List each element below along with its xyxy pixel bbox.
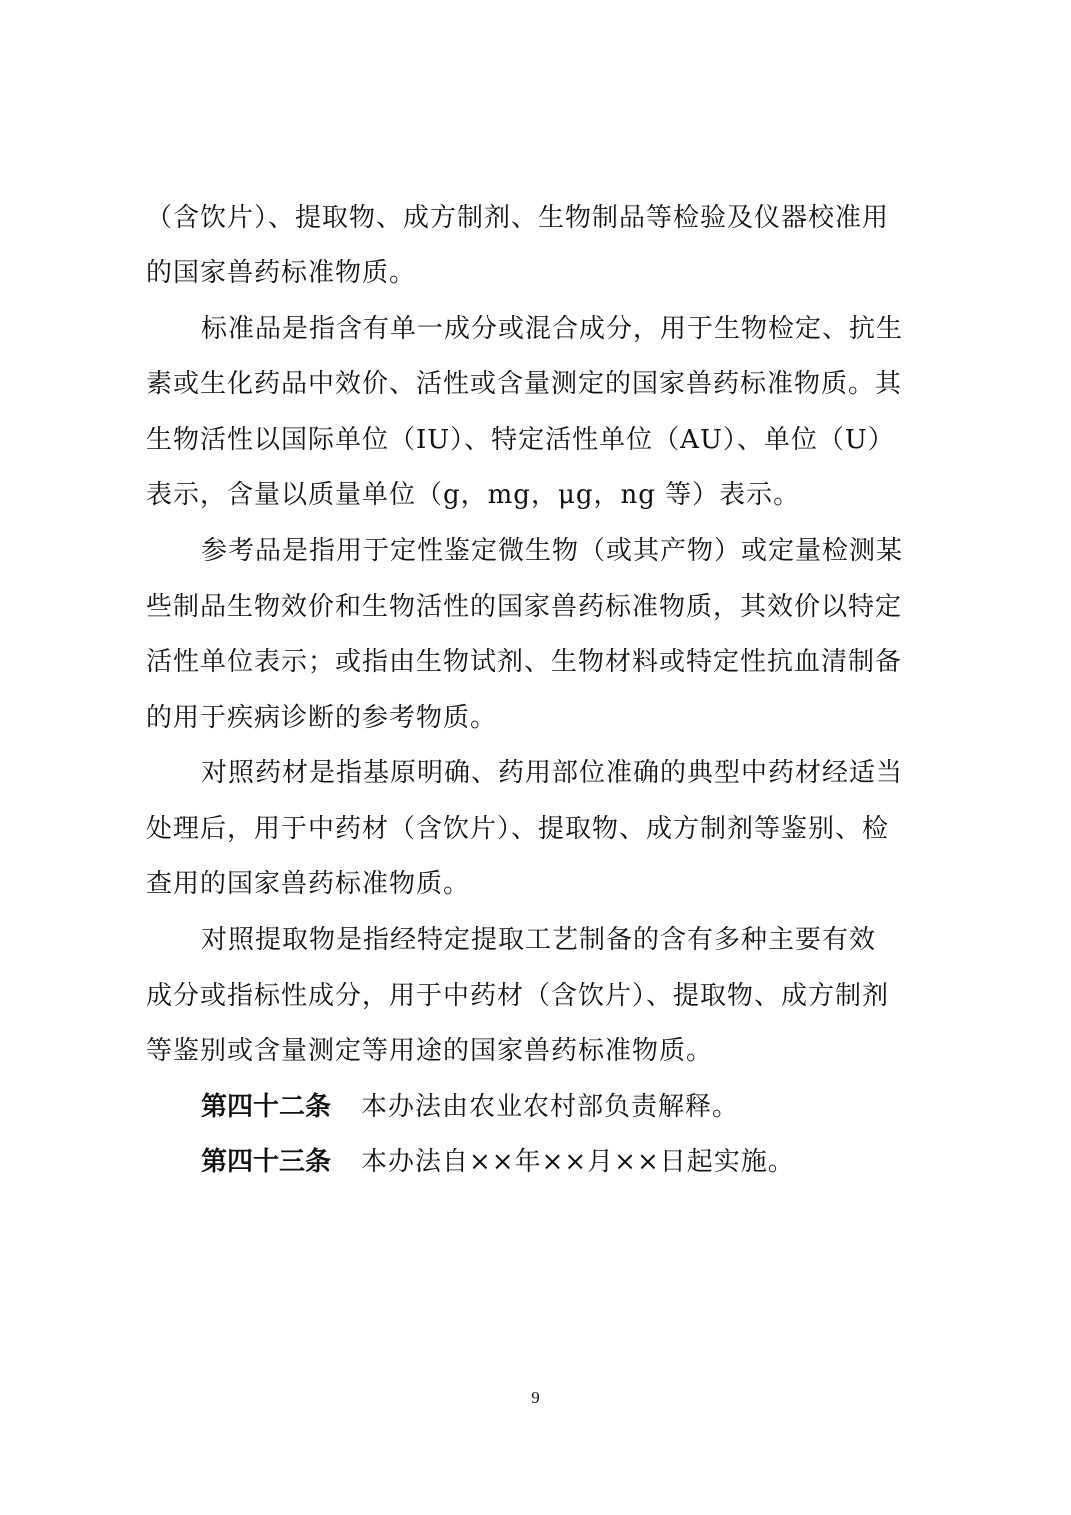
page-number: 9: [531, 1388, 540, 1407]
text-line: 表示，含量以质量单位（g，mg，μg，ng 等）表示。: [146, 480, 801, 510]
text-line: 素或生化药品中效价、活性或含量测定的国家兽药标准物质。其: [146, 369, 903, 399]
article-text: 本办法由农业农村部负责解释。: [361, 1092, 740, 1122]
article-text: 本办法自××年××月××日起实施。: [361, 1147, 795, 1177]
article-label: 第四十二条: [201, 1092, 332, 1122]
text-line: 活性单位表示；或指由生物试剂、生物材料或特定性抗血清制备: [146, 647, 903, 677]
text-line: 些制品生物效价和生物活性的国家兽药标准物质，其效价以特定: [146, 592, 903, 622]
text-line: 成分或指标性成分，用于中药材（含饮片）、提取物、成方制剂: [146, 981, 890, 1011]
article-label: 第四十三条: [201, 1147, 332, 1177]
paragraph-start-extract: 对照提取物是指经特定提取工艺制备的含有多种主要有效: [201, 925, 877, 955]
text-line: 查用的国家兽药标准物质。: [146, 869, 471, 899]
text-line: （含饮片）、提取物、成方制剂、生物制品等检验及仪器校准用: [146, 203, 890, 233]
text-line: 的国家兽药标准物质。: [146, 258, 417, 288]
article-42: [201, 1087, 938, 1127]
text-line: 等鉴别或含量测定等用途的国家兽药标准物质。: [146, 1036, 714, 1066]
text-line: 生物活性以国际单位（IU）、特定活性单位（AU）、单位（U）: [146, 425, 895, 455]
text-line: 的用于疾病诊断的参考物质。: [146, 703, 498, 733]
article-43: [201, 1142, 938, 1182]
paragraph-start-reference: 参考品是指用于定性鉴定微生物（或其产物）或定量检测某: [201, 536, 904, 566]
text-line: 处理后，用于中药材（含饮片）、提取物、成方制剂等鉴别、检: [146, 814, 890, 844]
paragraph-start-herb: 对照药材是指基原明确、药用部位准确的典型中药材经适当: [201, 758, 904, 788]
paragraph-start-standard: 标准品是指含有单一成分或混合成分，用于生物检定、抗生: [201, 314, 904, 344]
